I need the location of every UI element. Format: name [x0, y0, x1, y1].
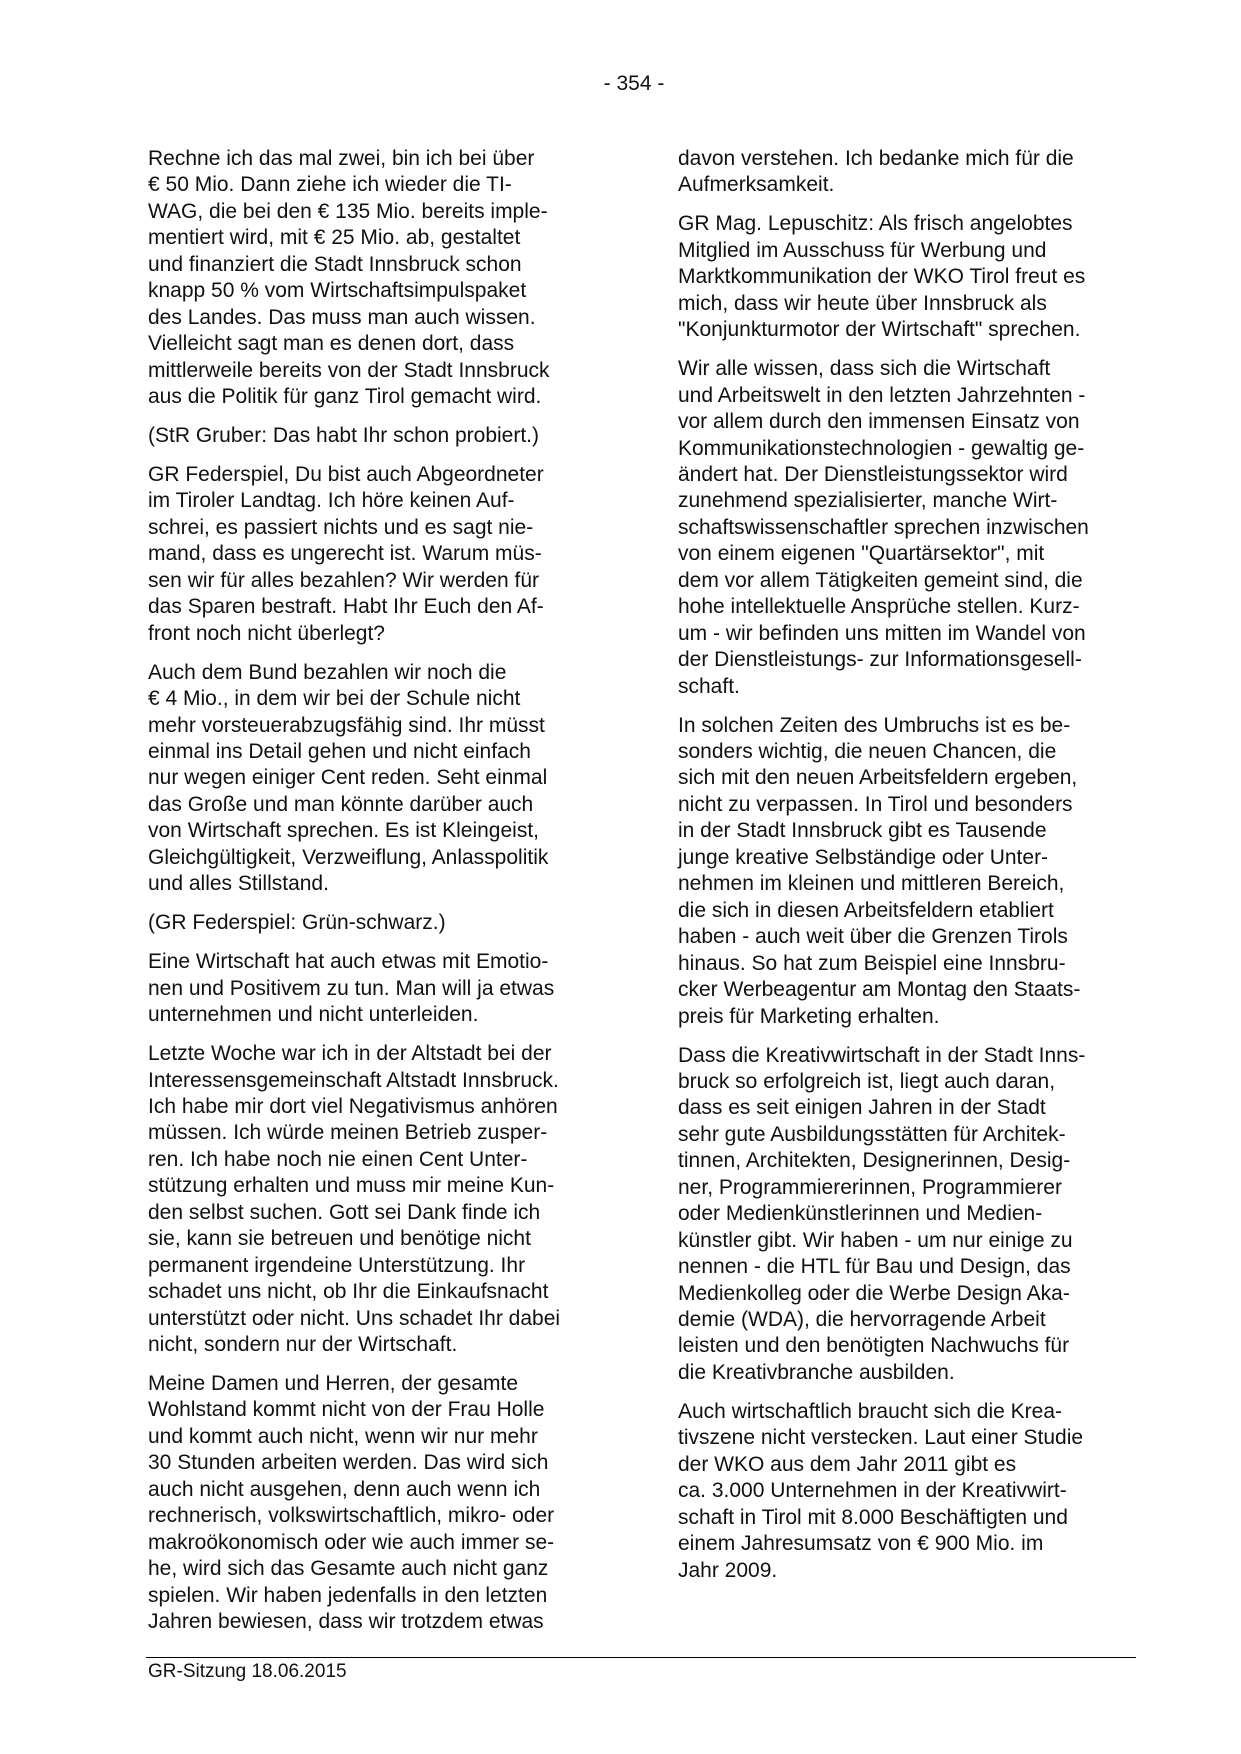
text-line: in der Stadt Innsbruck gibt es Tausende [678, 819, 1047, 843]
text-line: he, wird sich das Gesamte auch nicht ganz [148, 1557, 549, 1581]
text-line: front noch nicht überlegt? [148, 621, 385, 645]
text-line: unterstützt oder nicht. Uns schadet Ihr dabei [148, 1306, 561, 1330]
paragraph [678, 1043, 1133, 1387]
text-line: 30 Stunden arbeiten werden. Das wird sich [148, 1451, 549, 1475]
text-line: künstler gibt. Wir haben - um nur einige zu [678, 1228, 1073, 1252]
text-line: auch nicht ausgehen, denn auch wenn ich [148, 1477, 541, 1501]
text-line: oder Medienkünstlerinnen und Medien- [678, 1202, 1043, 1226]
paragraph [148, 1041, 598, 1358]
text-line: tinnen, Architekten, Designerinnen, Desig- [678, 1149, 1071, 1173]
text-line: nicht, sondern nur der Wirtschaft. [148, 1333, 458, 1357]
text-line: Medienkolleg oder die Werbe Design Aka- [678, 1281, 1070, 1305]
text-line: und finanziert die Stadt Innsbruck schon [148, 252, 522, 276]
text-line: mich, dass wir heute über Innsbruck als [678, 291, 1047, 315]
text-line: das Sparen bestraft. Habt Ihr Euch den Af- [148, 595, 544, 619]
page-number: - 354 - [603, 72, 665, 95]
text-line: sie, kann sie betreuen und benötige nicht [148, 1227, 531, 1251]
paragraph [678, 1399, 1133, 1584]
text-line: davon verstehen. Ich bedanke mich für die [678, 147, 1074, 170]
left-column [148, 146, 598, 1648]
text-line: Rechne ich das mal zwei, bin ich bei über [148, 147, 535, 170]
text-line: ren. Ich habe noch nie einen Cent Unter- [148, 1147, 528, 1171]
text-line: dem vor allem Tätigkeiten gemeint sind, die [678, 568, 1083, 592]
text-line: von Wirtschaft sprechen. Es ist Kleingeist, [148, 819, 539, 843]
text-line: und alles Stillstand. [148, 872, 329, 896]
text-line: Interessensgemeinschaft Altstadt Innsbruck. [148, 1068, 559, 1092]
text-line: (StR Gruber: Das habt Ihr schon probiert.) [148, 424, 539, 448]
text-line: schadet uns nicht, ob Ihr die Einkaufsnacht [148, 1280, 549, 1304]
text-line: nen und Positivem zu tun. Man will ja etwas [148, 976, 555, 1000]
text-line: Kommunikationstechnologien - gewaltig ge- [678, 436, 1085, 460]
text-line: mand, dass es ungerecht ist. Warum müs- [148, 542, 542, 566]
text-line: von einem eigenen "Quartärsektor", mit [678, 542, 1045, 566]
text-line: Mitglied im Ausschuss für Werbung und [678, 238, 1047, 262]
text-line: sehr gute Ausbildungsstätten für Architek- [678, 1122, 1066, 1146]
text-line: Meine Damen und Herren, der gesamte [148, 1371, 519, 1395]
text-line: sen wir für alles bezahlen? Wir werden für [148, 568, 540, 592]
text-line: tivszene nicht verstecken. Laut einer Studie [678, 1426, 1084, 1450]
text-line: nicht zu verpassen. In Tirol und besonders [678, 792, 1073, 816]
text-line: Wir alle wissen, dass sich die Wirtschaft [678, 357, 1051, 381]
paragraph [678, 713, 1133, 1030]
text-line: haben - auch weit über die Grenzen Tirols [678, 925, 1068, 949]
text-line: mehr vorsteuerabzugsfähig sind. Ihr müsst [148, 713, 545, 737]
paragraph [148, 949, 598, 1028]
text-line: Marktkommunikation der WKO Tirol freut es [678, 265, 1086, 289]
text-line: hinaus. So hat zum Beispiel eine Innsbru- [678, 951, 1066, 975]
text-line: leisten und den benötigten Nachwuchs für [678, 1334, 1070, 1358]
text-line: das Große und man könnte darüber auch [148, 792, 534, 816]
text-line: hohe intellektuelle Ansprüche stellen. Kurz- [678, 595, 1080, 619]
text-line: mittlerweile bereits von der Stadt Innsbruck [148, 358, 550, 382]
text-line: knapp 50 % vom Wirtschaftsimpulspaket [148, 279, 527, 303]
text-line: Aufmerksamkeit. [678, 173, 835, 197]
text-line: um - wir befinden uns mitten im Wandel von [678, 621, 1086, 645]
footer-text: GR-Sitzung 18.06.2015 [148, 1661, 347, 1682]
text-line: ca. 3.000 Unternehmen in der Kreativwirt- [678, 1479, 1067, 1503]
text-line: demie (WDA), die hervorragende Arbeit [678, 1308, 1046, 1332]
text-line: Jahren bewiesen, dass wir trotzdem etwas [148, 1610, 544, 1634]
text-line: Vielleicht sagt man es denen dort, dass [148, 332, 515, 356]
text-line: Gleichgültigkeit, Verzweiflung, Anlasspolitik [148, 845, 549, 869]
text-line: Eine Wirtschaft hat auch etwas mit Emotio- [148, 950, 549, 974]
text-line: bruck so erfolgreich ist, liegt auch daran, [678, 1069, 1056, 1093]
text-line: preis für Marketing erhalten. [678, 1004, 940, 1028]
text-line: einem Jahresumsatz von € 900 Mio. im [678, 1532, 1044, 1556]
text-line: Auch dem Bund bezahlen wir noch die [148, 660, 507, 684]
text-line: der WKO aus dem Jahr 2011 gibt es [678, 1452, 1017, 1476]
text-line: rechnerisch, volkswirtschaftlich, mikro- oder [148, 1504, 555, 1528]
text-line: (GR Federspiel: Grün-schwarz.) [148, 911, 446, 935]
text-line: aus die Politik für ganz Tirol gemacht wird. [148, 385, 542, 409]
text-line: und Arbeitswelt in den letzten Jahrzehnten - [678, 383, 1086, 407]
text-line: nehmen im kleinen und mittleren Bereich, [678, 872, 1065, 896]
text-line: der Dienstleistungs- zur Informationsgesell- [678, 648, 1082, 672]
text-line: ner, Programmiererinnen, Programmierer [678, 1175, 1062, 1199]
text-line: vor allem durch den immensen Einsatz von [678, 410, 1080, 434]
text-line: Auch wirtschaftlich braucht sich die Krea- [678, 1399, 1062, 1423]
text-line: des Landes. Das muss man auch wissen. [148, 305, 536, 329]
text-line: zunehmend spezialisierter, manche Wirt- [678, 489, 1058, 513]
text-line: einmal ins Detail gehen und nicht einfach [148, 740, 531, 764]
text-line: sonders wichtig, die neuen Chancen, die [678, 740, 1057, 764]
text-line: In solchen Zeiten des Umbruchs ist es be- [678, 713, 1071, 737]
text-line: Letzte Woche war ich in der Altstadt bei der [148, 1042, 552, 1066]
text-line: permanent irgendeine Unterstützung. Ihr [148, 1253, 526, 1277]
text-line: junge kreative Selbständige oder Unter- [678, 845, 1049, 869]
text-line: Dass die Kreativwirtschaft in der Stadt Inns- [678, 1043, 1086, 1067]
text-line: cker Werbeagentur am Montag den Staats- [678, 978, 1081, 1002]
right-column [678, 146, 1133, 1597]
text-line: WAG, die bei den € 135 Mio. bereits imple- [148, 199, 548, 223]
paragraph [148, 660, 598, 898]
text-line: nur wegen einiger Cent reden. Seht einmal [148, 766, 548, 790]
text-line: GR Mag. Lepuschitz: Als frisch angelobtes [678, 212, 1073, 236]
paragraph [148, 462, 598, 647]
text-line: schaftswissenschaftler sprechen inzwischen [678, 515, 1089, 539]
text-line: GR Federspiel, Du bist auch Abgeordneter [148, 462, 544, 486]
text-line: € 4 Mio., in dem wir bei der Schule nicht [148, 687, 521, 711]
text-line: müssen. Ich würde meinen Betrieb zusper- [148, 1121, 548, 1145]
text-line: dass es seit einigen Jahren in der Stadt [678, 1096, 1046, 1120]
text-line: schaft in Tirol mit 8.000 Beschäftigten und [678, 1505, 1068, 1529]
text-line: ändert hat. Der Dienstleistungssektor wird [678, 462, 1068, 486]
paragraph [678, 211, 1133, 343]
text-line: die sich in diesen Arbeitsfeldern etabliert [678, 898, 1054, 922]
paragraph [148, 146, 598, 411]
text-line: schaft. [678, 674, 740, 698]
text-line: sich mit den neuen Arbeitsfeldern ergeben, [678, 766, 1078, 790]
text-line: schrei, es passiert nichts und es sagt nie- [148, 515, 534, 539]
text-line: und kommt auch nicht, wenn wir nur mehr [148, 1424, 538, 1448]
text-line: "Konjunkturmotor der Wirtschaft" sprechen. [678, 318, 1081, 342]
text-line: stützung erhalten und muss mir meine Kun- [148, 1174, 555, 1198]
text-line: unternehmen und nicht unterleiden. [148, 1003, 479, 1027]
text-line: Jahr 2009. [678, 1558, 778, 1582]
text-line: spielen. Wir haben jedenfalls in den letzten [148, 1583, 548, 1607]
paragraph [148, 910, 598, 936]
text-line: mentiert wird, mit € 25 Mio. ab, gestaltet [148, 226, 521, 250]
paragraph [148, 1371, 598, 1636]
text-line: im Tiroler Landtag. Ich höre keinen Auf- [148, 489, 515, 513]
text-line: den selbst suchen. Gott sei Dank finde ich [148, 1200, 541, 1224]
text-line: makroökonomisch oder wie auch immer se- [148, 1530, 555, 1554]
paragraph [148, 423, 598, 449]
text-line: € 50 Mio. Dann ziehe ich wieder die TI- [148, 173, 512, 197]
footer-divider [146, 1657, 1136, 1658]
text-line: die Kreativbranche ausbilden. [678, 1360, 955, 1384]
text-line: nennen - die HTL für Bau und Design, das [678, 1255, 1071, 1279]
paragraph [678, 146, 1133, 199]
text-line: Wohlstand kommt nicht von der Frau Holle [148, 1398, 545, 1422]
paragraph [678, 356, 1133, 700]
text-line: Ich habe mir dort viel Negativismus anhören [148, 1094, 558, 1118]
